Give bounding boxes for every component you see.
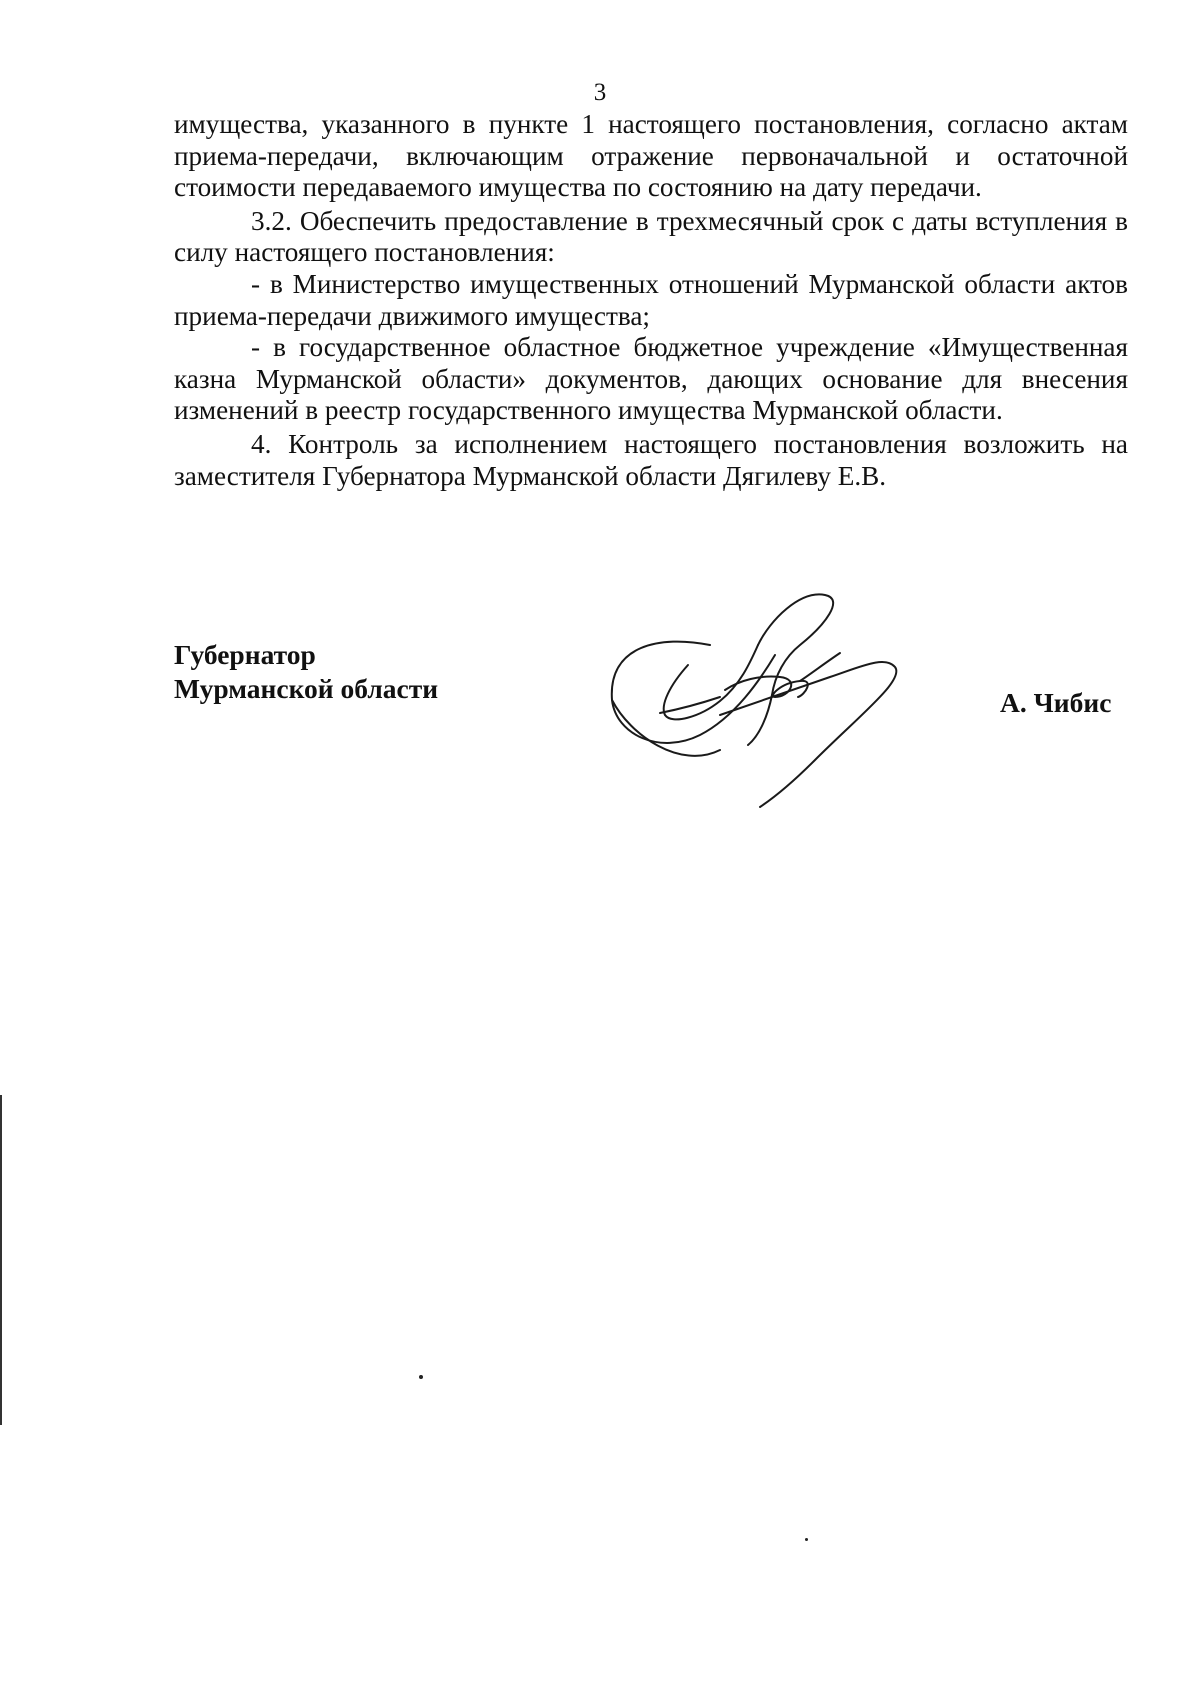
paragraph-4-control: 4. Контроль за исполнением настоящего постановления возложить на заместителя Губернатора Мурманской области Дягилеву Е.В. [174,428,1128,491]
signatory-name: А. Чибис [1000,687,1112,718]
handwritten-signature-icon [600,585,960,815]
scan-dot [805,1538,808,1541]
paragraph-ministry: - в Министерство имущественных отношений Мурманской области актов приема-передачи движимого имущества; [174,268,1128,331]
scan-dot [419,1375,423,1379]
signatory-title [174,638,438,706]
paragraph-continuation: имущества, указанного в пункте 1 настоящего постановления, согласно актам приема-передачи, включающим отражение первоначальной и остаточной стоимости передаваемого имущества по состоянию на дату передачи. [174,109,1128,203]
document-body [174,109,1128,492]
signatory-title-line1: Губернатор [174,639,316,670]
page-number: 3 [593,79,607,106]
scan-edge-line [0,1095,2,1425]
paragraph-3-2: 3.2. Обеспечить предоставление в трехмесячный срок с даты вступления в силу настоящего постановления: [174,205,1128,268]
paragraph-treasury: - в государственное областное бюджетное учреждение «Имущественная казна Мурманской области» документов, дающих основание для внесения изменений в реестр государственного имущества Мурманской области. [174,332,1128,426]
signatory-title-line2: Мурманской области [174,673,439,704]
